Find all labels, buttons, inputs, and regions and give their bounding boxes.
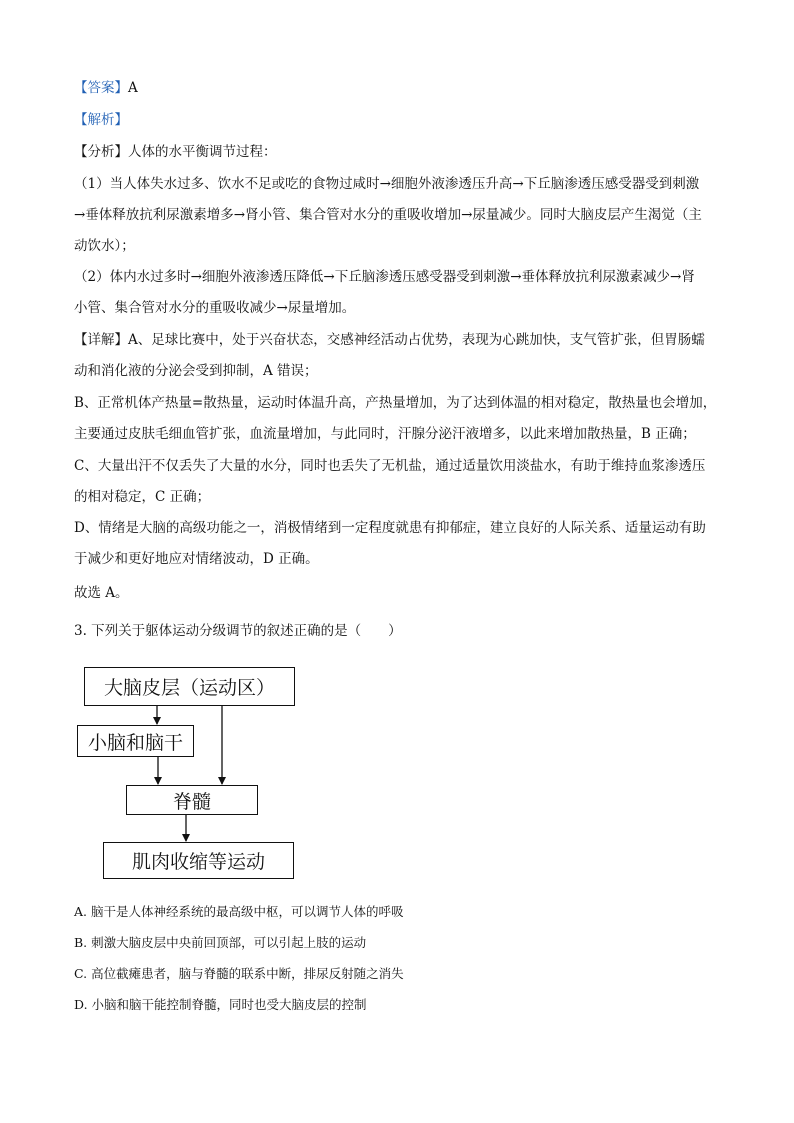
option-d-explain-2: 于减少和更好地应对情绪波动，D 正确。 <box>74 551 319 567</box>
fenxi-label: 【分析】 <box>74 144 128 160</box>
para-2-line-2: 小管、集合管对水分的重吸收减少→尿量增加。 <box>74 300 356 316</box>
option-d-explain-1: D、情绪是大脑的高级功能之一，消极情绪到一定程度就患有抑郁症，建立良好的人际关系、适量运动有助 <box>74 520 706 536</box>
option-d: D. 小脑和脑干能控制脊髓，同时也受大脑皮层的控制 <box>74 997 367 1012</box>
box-cerebellum-brainstem: 小脑和脑干 <box>77 725 194 757</box>
option-b-explain-1: B、正常机体产热量=散热量，运动时体温升高，产热量增加，为了达到体温的相对稳定，散热量也会增加， <box>74 395 717 411</box>
option-c: C. 高位截瘫患者，脑与脊髓的联系中断，排尿反射随之消失 <box>74 966 404 981</box>
xiangjie-line-2: 动和消化液的分泌会受到抑制，A 错误； <box>74 363 318 379</box>
option-b-explain-2: 主要通过皮肤毛细血管扩张，血流量增加，与此同时，汗腺分泌汗液增多，以此来增加散热量，B 正确； <box>74 426 696 442</box>
option-c-explain-1: C、大量出汗不仅丢失了大量的水分，同时也丢失了无机盐，通过适量饮用淡盐水，有助于维持血浆渗透压 <box>74 458 706 474</box>
option-b: B. 刺激大脑皮层中央前回顶部，可以引起上肢的运动 <box>74 935 367 950</box>
box-muscle-movement: 肌肉收缩等运动 <box>103 842 294 879</box>
option-c-explain-2: 的相对稳定，C 正确； <box>74 489 211 505</box>
para-1-line-1: （1）当人体失水过多、饮水不足或吃的食物过咸时→细胞外液渗透压升高→下丘脑渗透压感受器受到刺激 <box>74 176 700 192</box>
option-a: A. 脑干是人体神经系统的最高级中枢，可以调节人体的呼吸 <box>74 904 404 919</box>
xiangjie-a-text: A、足球比赛中，处于兴奋状态，交感神经活动占优势，表现为心跳加快，支气管扩张，但胃肠蠕 <box>128 332 705 348</box>
conclusion: 故选 A。 <box>74 585 129 601</box>
question-3: 3. 下列关于躯体运动分级调节的叙述正确的是（ ） <box>74 623 402 639</box>
xiangjie-label: 【详解】 <box>74 332 128 348</box>
box-cerebral-cortex: 大脑皮层（运动区） <box>84 667 295 706</box>
para-1-line-3: 动饮水）； <box>74 238 135 254</box>
para-1-line-2: →垂体释放抗利尿激素增多→肾小管、集合管对水分的重吸收增加→尿量减少。同时大脑皮层产生渴觉（主 <box>74 207 702 223</box>
analysis-label: 【解析】 <box>74 112 128 128</box>
para-2-line-1: （2）体内水过多时→细胞外液渗透压降低→下丘脑渗透压感受器受到刺激→垂体释放抗利尿激素减少→肾 <box>74 269 695 285</box>
box-spinal-cord: 脊髓 <box>126 785 258 815</box>
answer-value: A <box>128 80 138 96</box>
answer-label: 【答案】 <box>74 80 128 96</box>
fenxi-text: 人体的水平衡调节过程： <box>128 144 277 160</box>
